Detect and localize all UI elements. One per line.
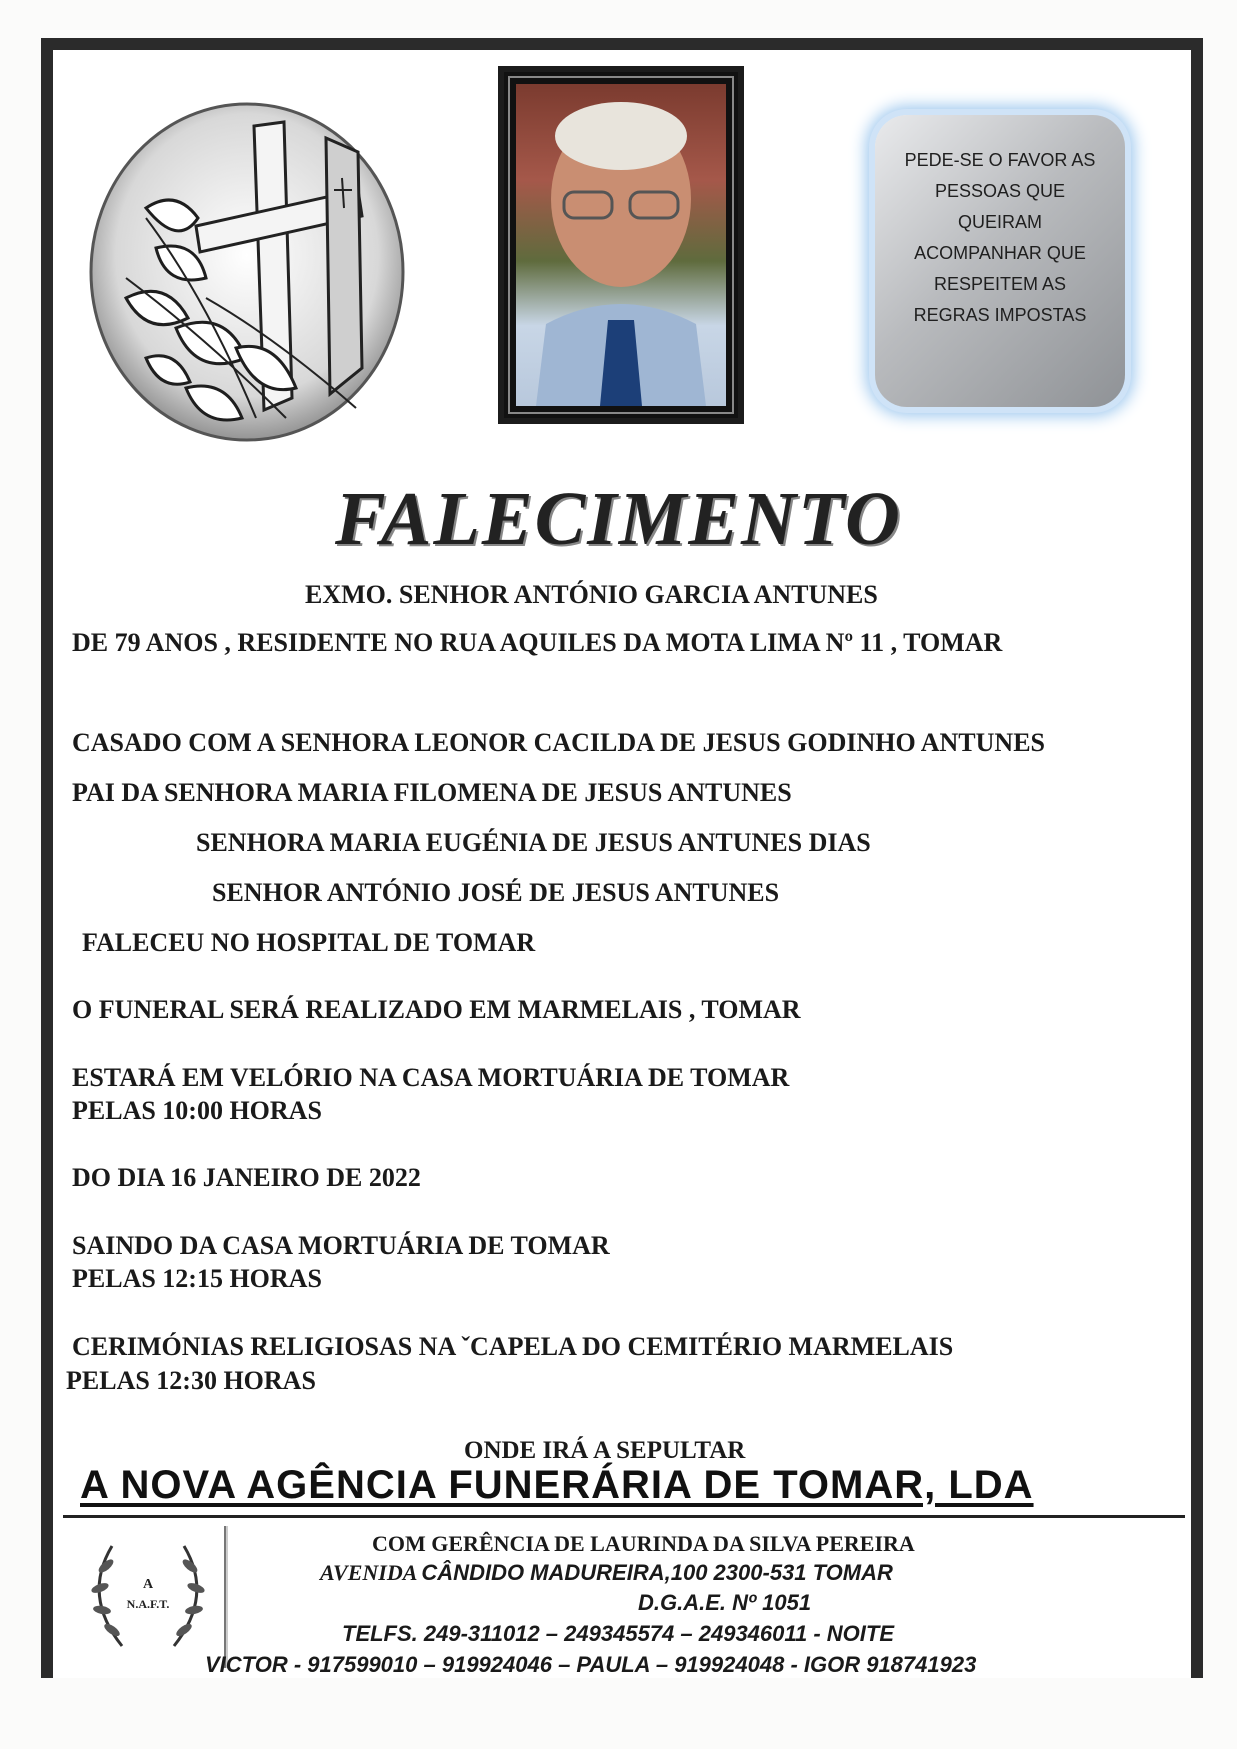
agency-night-phones: VICTOR - 917599010 – 919924046 – PAULA – 919924048 - IGOR 918741923 bbox=[205, 1652, 977, 1677]
agency-dgae: D.G.A.E. Nº 1051 bbox=[638, 1590, 812, 1615]
notice-box bbox=[875, 115, 1125, 407]
child-line-2: SENHORA MARIA EUGÉNIA DE JESUS ANTUNES DIAS bbox=[196, 828, 871, 857]
wake-location: ESTARÁ EM VELÓRIO NA CASA MORTUÁRIA DE TOMAR bbox=[72, 1063, 790, 1092]
logo-text: N.A.F.T. bbox=[126, 1597, 170, 1611]
spouse-line: CASADO COM A SENHORA LEONOR CACILDA DE JESUS GODINHO ANTUNES bbox=[72, 728, 1046, 757]
ceremony-time: PELAS 12:30 HORAS bbox=[66, 1366, 316, 1395]
ceremony-location: CERIMÓNIAS RELIGIOSAS NA ˇCAPELA DO CEMITÉRIO MARMELAIS bbox=[72, 1332, 954, 1361]
deceased-name: EXMO. SENHOR ANTÓNIO GARCIA ANTUNES bbox=[305, 580, 878, 609]
wake-time: PELAS 10:00 HORAS bbox=[72, 1096, 322, 1125]
agency-logo bbox=[72, 1526, 226, 1668]
portrait-illustration bbox=[516, 84, 726, 406]
death-place: FALECEU NO HOSPITAL DE TOMAR bbox=[82, 928, 536, 957]
laurel-wreath-icon bbox=[72, 1526, 224, 1668]
notice-text: PEDE-SE O FAVOR AS PESSOAS QUE QUEIRAM ACOMPANHAR QUE RESPEITEM AS REGRAS IMPOSTAS bbox=[904, 150, 1096, 325]
leaving-location: SAINDO DA CASA MORTUÁRIA DE TOMAR bbox=[72, 1231, 610, 1260]
agency-management: COM GERÊNCIA DE LAURINDA DA SILVA PEREIRA bbox=[372, 1531, 915, 1556]
age-residence: DE 79 ANOS , RESIDENTE NO RUA AQUILES DA MOTA LIMA Nº 11 , TOMAR bbox=[72, 628, 1003, 657]
burial-line: ONDE IRÁ A SEPULTAR bbox=[464, 1437, 746, 1464]
address-text: CÂNDIDO MADUREIRA,100 2300-531 TOMAR bbox=[421, 1560, 893, 1585]
child-line-3: SENHOR ANTÓNIO JOSÉ DE JESUS ANTUNES bbox=[212, 878, 780, 907]
father-of-line: PAI DA SENHORA MARIA FILOMENA DE JESUS ANTUNES bbox=[72, 778, 792, 807]
page-title: FALECIMENTO bbox=[335, 477, 902, 561]
leaving-time: PELAS 12:15 HORAS bbox=[72, 1264, 322, 1293]
logo-letter: A bbox=[142, 1577, 154, 1592]
deceased-portrait-photo bbox=[498, 66, 744, 424]
agency-name: A NOVA AGÊNCIA FUNERÁRIA DE TOMAR, LDA bbox=[80, 1463, 1034, 1507]
funeral-date: DO DIA 16 JANEIRO DE 2022 bbox=[72, 1163, 421, 1192]
agency-address-line bbox=[320, 1560, 893, 1586]
address-label: AVENIDA bbox=[320, 1560, 418, 1585]
cross-lily-emblem bbox=[86, 98, 408, 446]
footer-divider bbox=[63, 1515, 1185, 1518]
agency-phones: TELFS. 249-311012 – 249345574 – 249346011 - NOITE bbox=[342, 1621, 894, 1646]
funeral-location: O FUNERAL SERÁ REALIZADO EM MARMELAIS , TOMAR bbox=[72, 995, 801, 1024]
